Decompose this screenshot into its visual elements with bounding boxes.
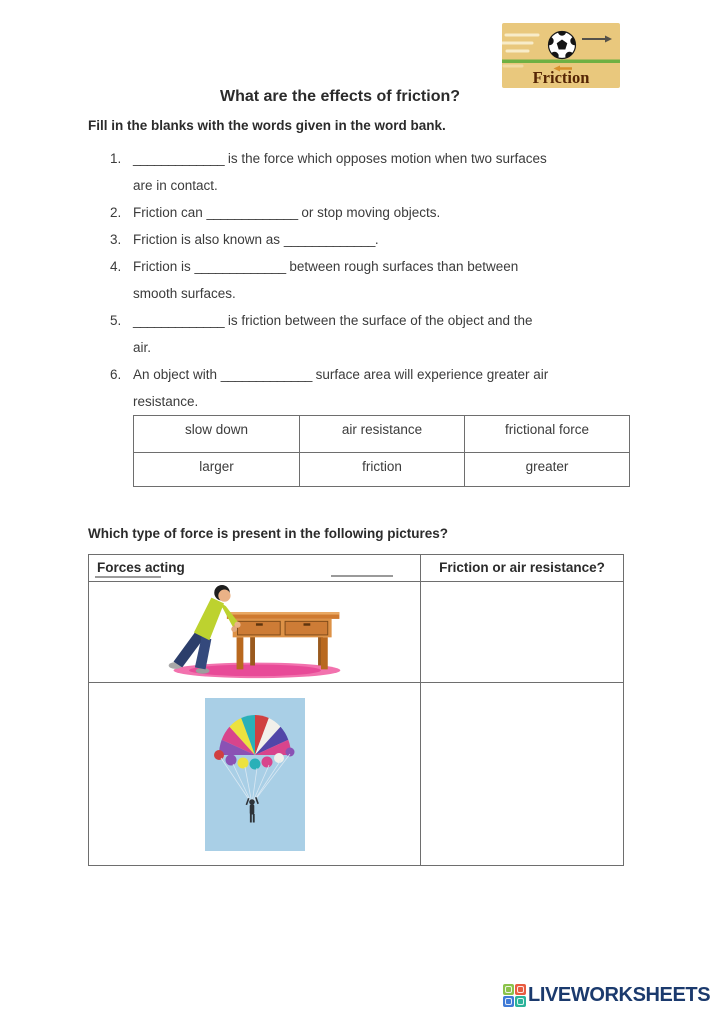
- surface-line: [502, 60, 620, 64]
- question-number: 6.: [110, 367, 122, 382]
- question-number: 2.: [110, 205, 122, 220]
- liveworksheets-logo-text: LIVEWORKSHEETS: [528, 984, 711, 1006]
- force-table-header-answer: Friction or air resistance?: [420, 555, 623, 581]
- question-text: Friction is: [133, 259, 195, 274]
- answer-blank[interactable]: _____________: [133, 313, 225, 328]
- answer-blank[interactable]: _____________: [133, 151, 225, 166]
- question-text-line2: resistance.: [133, 394, 199, 409]
- answer-cell[interactable]: [420, 683, 623, 865]
- word-bank-cell: larger: [134, 452, 299, 486]
- answer-blank[interactable]: _____________: [206, 205, 298, 220]
- liveworksheets-logo-icon: [503, 984, 526, 1007]
- force-table-header-forces: Forces acting: [89, 555, 420, 581]
- answer-blank[interactable]: _____________: [194, 259, 286, 274]
- question-text: between rough surfaces than between: [285, 259, 519, 274]
- question-text-line2: are in contact.: [133, 178, 218, 193]
- question-number: 3.: [110, 232, 122, 247]
- page-title: What are the effects of friction?: [219, 88, 461, 105]
- badge-label: Friction: [532, 68, 590, 87]
- question-number: 4.: [110, 259, 122, 274]
- question-text: An object with: [133, 367, 221, 382]
- question-text: surface area will experience greater air: [311, 367, 549, 382]
- underline-mark: [331, 575, 393, 577]
- question-item: [110, 307, 638, 361]
- question-text: or stop moving objects.: [297, 205, 441, 220]
- force-table: [88, 554, 624, 866]
- word-bank-cell: slow down: [184, 422, 249, 437]
- push-table-illustration: [89, 582, 420, 682]
- word-bank-cell: frictional force: [464, 416, 629, 452]
- question-item: [110, 145, 638, 199]
- word-bank-table: [133, 415, 630, 487]
- question-text: is friction between the surface of the object and the: [224, 313, 533, 328]
- question-text: is the force which opposes motion when two surfaces: [224, 151, 547, 166]
- answer-blank[interactable]: _____________: [220, 367, 312, 382]
- word-bank-cell: greater: [464, 452, 629, 486]
- question-text: .: [374, 232, 379, 247]
- answer-cell[interactable]: [420, 582, 623, 682]
- question-item: [110, 253, 638, 307]
- question-item: [110, 199, 638, 226]
- pictures-question-heading: Which type of force is present in the following pictures?: [88, 526, 449, 541]
- question-item: [110, 226, 638, 253]
- question-number: 5.: [110, 313, 122, 328]
- question-text: Friction is also known as: [133, 232, 284, 247]
- liveworksheets-logo[interactable]: [503, 984, 710, 1007]
- answer-blank[interactable]: _____________: [283, 232, 375, 247]
- fill-blanks-instruction: Fill in the blanks with the words given in the word bank.: [88, 118, 446, 133]
- underline-mark: [95, 576, 161, 578]
- word-bank-cell: friction: [299, 452, 464, 486]
- word-bank-cell: air resistance: [299, 416, 464, 452]
- question-text-line2: air.: [133, 340, 152, 355]
- friction-badge-graphic: [502, 23, 620, 88]
- friction-badge: [502, 23, 620, 88]
- questions-list: [110, 145, 638, 415]
- question-item: [110, 361, 638, 415]
- question-number: 1.: [110, 151, 122, 166]
- question-text: Friction can: [133, 205, 207, 220]
- question-text-line2: smooth surfaces.: [133, 286, 236, 301]
- parachute-photo: [89, 683, 420, 865]
